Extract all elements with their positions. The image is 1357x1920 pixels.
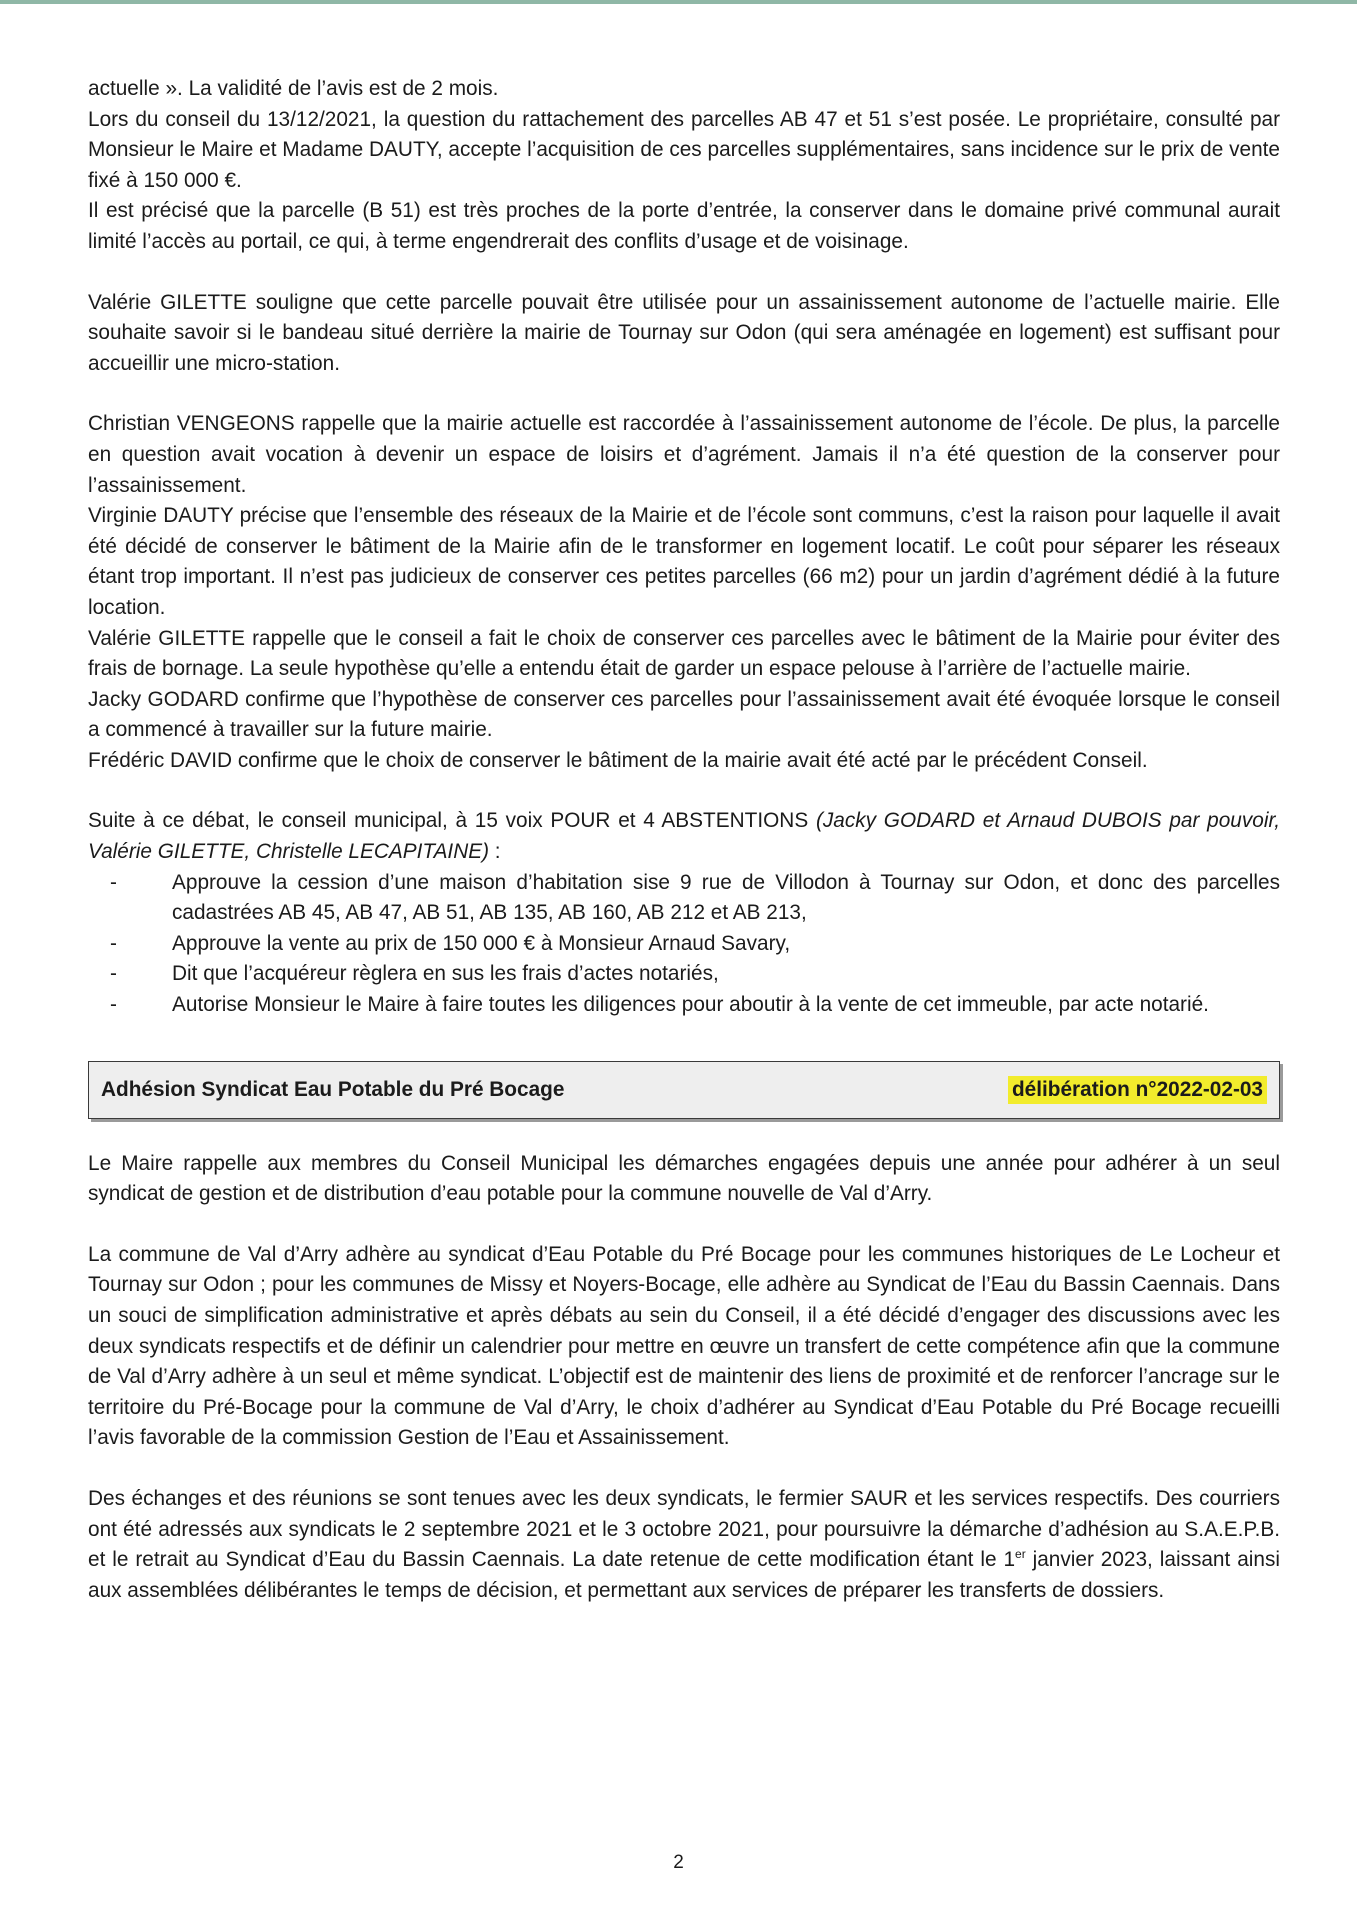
vote-lead: Suite à ce débat, le conseil municipal, à 15 voix POUR et 4 ABSTENTIONS bbox=[88, 809, 816, 833]
section-title: Adhésion Syndicat Eau Potable du Pré Bocage bbox=[101, 1077, 565, 1101]
deliberation-number: délibération n°2022-02-03 bbox=[1008, 1076, 1267, 1104]
superscript: er bbox=[1015, 1547, 1026, 1562]
paragraph: Virginie DAUTY précise que l’ensemble des réseaux de la Mairie et de l’école sont communs, c’est la raison pour laquelle il avait été décidé de conserver le bâtiment de la Mairie afin de le transformer en logement locatif. Le coût pour séparer les réseaux étant trop important. Il n’est pas judicieux de conserver ces petites parcelles (66 m2) pour un jardin d’agrément dédié à la future location. bbox=[88, 504, 1280, 619]
paragraph: Il est précisé que la parcelle (B 51) est très proches de la porte d’entrée, la conserver dans le domaine privé communal aurait limité l’accès au portail, ce qui, à terme engendrerait des conflits d’usage et de voisinage. bbox=[88, 199, 1280, 253]
document-page bbox=[88, 74, 1280, 1606]
list-item: - Autorise Monsieur le Maire à faire toutes les diligences pour aboutir à la vente de cet immeuble, par acte notarié. bbox=[88, 990, 1280, 1021]
paragraph: Frédéric DAVID confirme que le choix de conserver le bâtiment de la mairie avait été acté par le précédent Conseil. bbox=[88, 748, 1148, 772]
paragraph: Christian VENGEONS rappelle que la mairie actuelle est raccordée à l’assainissement autonome de l’école. De plus, la parcelle en question avait vocation à devenir un espace de loisirs et d’agrément. Jamais il n’a été question de la conserver pour l’assainissement. bbox=[88, 412, 1280, 497]
paragraph: Lors du conseil du 13/12/2021, la question du rattachement des parcelles AB 47 et 51 s’est posée. Le propriétaire, consulté par Monsieur le Maire et Madame DAUTY, accepte l’acquisition de ces parcelles supplémentaires, sans incidence sur le prix de vente fixé à 150 000 €. bbox=[88, 107, 1280, 192]
top-border-line bbox=[0, 0, 1357, 4]
list-item: - Approuve la vente au prix de 150 000 € à Monsieur Arnaud Savary, bbox=[88, 929, 1280, 960]
list-item: - Approuve la cession d’une maison d’habitation sise 9 rue de Villodon à Tournay sur Odon, et donc des parcelles cadastrées AB 45, AB 47, AB 51, AB 135, AB 160, AB 212 et AB 213, bbox=[88, 868, 1280, 929]
text-run: Des échanges et des réunions se sont tenues avec les deux syndicats, le fermier SAUR et les services respectifs. Des courriers ont été adressés aux syndicats le 2 septembre 2021 et le 3 octobre 2021, pour poursuivre la démarche d’adhésion au S.A.E.P.B. et le retrait au Syndicat d’Eau du Bassin Caennais. La date retenue de cette modification étant le 1 bbox=[88, 1486, 1280, 1572]
text-run: janvier 2023, laissant ainsi aux assemblées délibérantes le temps de décision, et permettant aux services de préparer les transferts de dossiers. bbox=[88, 1548, 1280, 1602]
section-header bbox=[88, 1061, 1280, 1119]
paragraph bbox=[88, 1484, 1280, 1606]
paragraph: La commune de Val d’Arry adhère au syndicat d’Eau Potable du Pré Bocage pour les communes historiques de Le Locheur et Tournay sur Odon ; pour les communes de Missy et Noyers-Bocage, elle adhère au Syndicat de l’Eau du Bassin Caennais. Dans un souci de simplification administrative et après débats au sein du Conseil, il a été décidé d’engager des discussions avec les deux syndicats respectifs et de définir un calendrier pour mettre en œuvre un transfert de cette compétence afin que la commune de Val d’Arry adhère à un seul et même syndicat. L’objectif est de maintenir des liens de proximité et de renforcer l’ancrage sur le territoire du Pré-Bocage pour la commune de Val d’Arry, le choix d’adhérer au Syndicat d’Eau Potable du Pré Bocage recueilli l’avis favorable de la commission Gestion de l’Eau et Assainissement. bbox=[88, 1242, 1280, 1450]
paragraph: Jacky GODARD confirme que l’hypothèse de conserver ces parcelles pour l’assainissement avait été évoquée lorsque le conseil a commencé à travailler sur la future mairie. bbox=[88, 687, 1280, 742]
vote-paragraph bbox=[88, 806, 1280, 867]
decision-list bbox=[88, 868, 1280, 1021]
list-item: - Dit que l’acquéreur règlera en sus les frais d’actes notariés, bbox=[88, 959, 1280, 990]
paragraph: Le Maire rappelle aux membres du Conseil Municipal les démarches engagées depuis une année pour adhérer à un seul syndicat de gestion et de distribution d’eau potable pour la commune nouvelle de Val d’Arry. bbox=[88, 1151, 1280, 1206]
paragraph: Valérie GILETTE souligne que cette parcelle pouvait être utilisée pour un assainissement autonome de l’actuelle mairie. Elle souhaite savoir si le bandeau situé derrière la mairie de Tournay sur Odon (qui sera aménagée en logement) est suffisant pour accueillir une micro-station. bbox=[88, 290, 1280, 375]
paragraph: actuelle ». La validité de l’avis est de 2 mois. bbox=[88, 77, 499, 100]
vote-names: (Jacky GODARD et Arnaud DUBOIS par pouvoir, Valérie GILETTE, Christelle LECAPITAINE) bbox=[88, 809, 1281, 864]
page-number: 2 bbox=[673, 1852, 684, 1873]
vote-tail: : bbox=[489, 840, 501, 864]
paragraph: Valérie GILETTE rappelle que le conseil a fait le choix de conserver ces parcelles avec le bâtiment de la Mairie pour éviter des frais de bornage. La seule hypothèse qu’elle a entendu était de garder un espace pelouse à l’arrière de l’actuelle mairie. bbox=[88, 626, 1280, 681]
